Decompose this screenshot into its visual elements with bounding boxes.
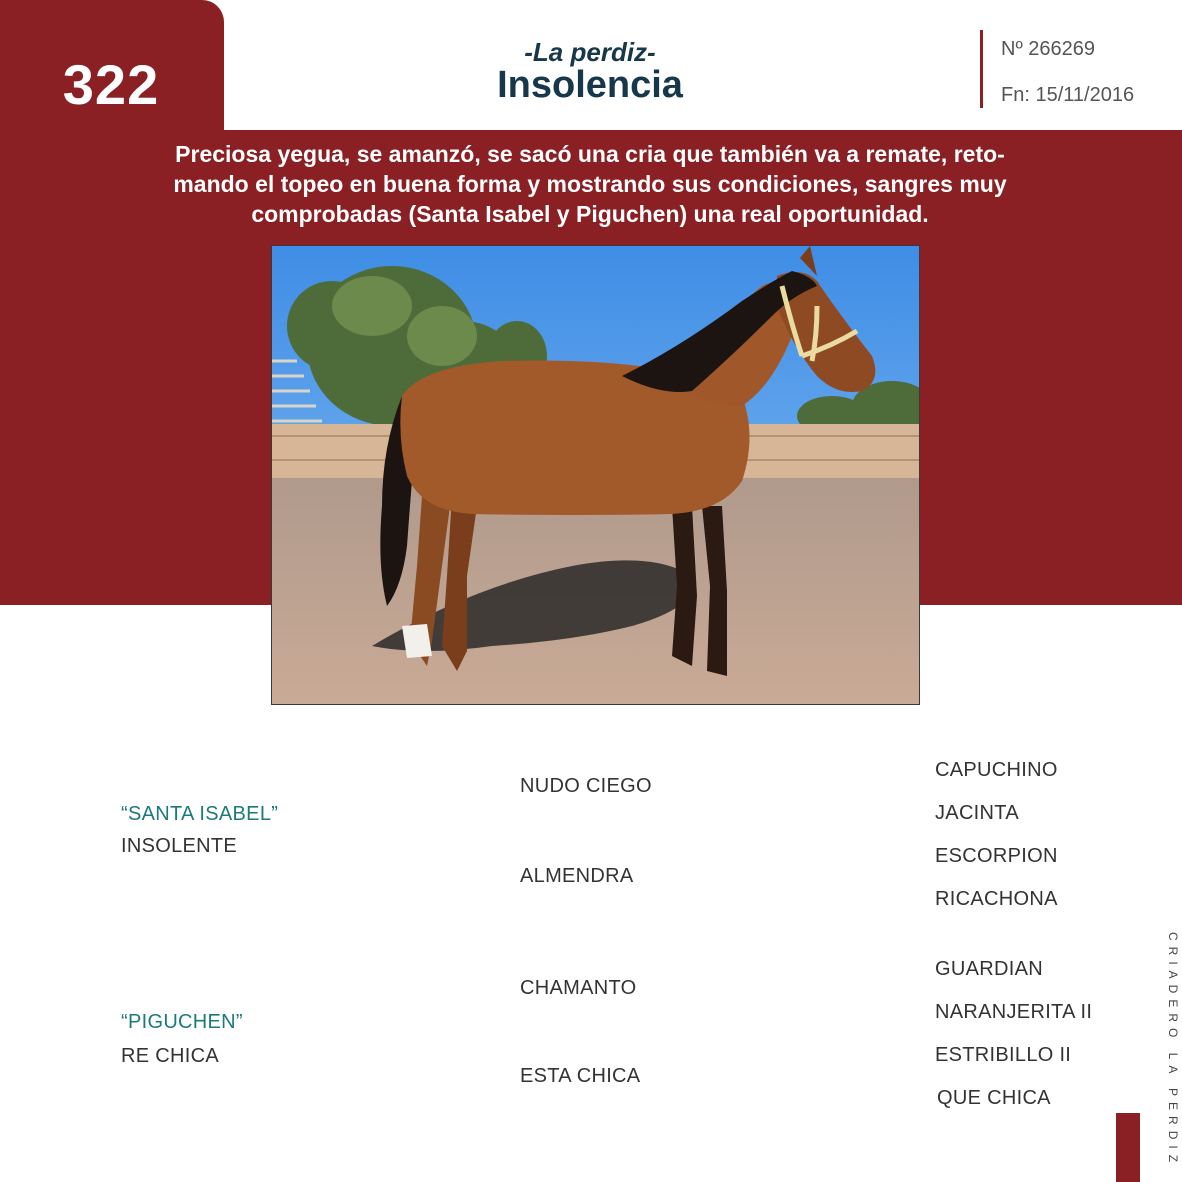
- dam-name: RE CHICA: [121, 1045, 219, 1067]
- horse-photo: [271, 245, 920, 705]
- sire-breeder: “SANTA ISABEL”: [121, 803, 279, 825]
- dam-breeder: “PIGUCHEN”: [121, 1011, 243, 1033]
- divider: [980, 30, 983, 108]
- great-grandparent: GUARDIAN: [935, 958, 1043, 980]
- description-line: Preciosa yegua, se amanzó, se sacó una cria que también va a remate, reto-: [175, 141, 1005, 167]
- registration-number: Nº 266269: [1001, 38, 1096, 60]
- description: [150, 139, 1030, 229]
- great-grandparent: NARANJERITA II: [935, 1001, 1093, 1023]
- brand-vertical: [1136, 932, 1182, 1172]
- breeder-name: -La perdiz-: [524, 37, 656, 67]
- grandparent: ALMENDRA: [520, 865, 634, 887]
- sire-name: INSOLENTE: [121, 835, 238, 857]
- birth-date: Fn: 15/11/2016: [1001, 84, 1135, 106]
- great-grandparent: CAPUCHINO: [935, 759, 1058, 781]
- lot-number: 322: [62, 53, 160, 116]
- great-grandparent: QUE CHICA: [937, 1087, 1051, 1109]
- description-line: comprobadas (Santa Isabel y Piguchen) una real oportunidad.: [251, 201, 929, 227]
- corner-bar: [1116, 1113, 1140, 1182]
- great-grandparent: ESTRIBILLO II: [935, 1044, 1072, 1066]
- grandparent: CHAMANTO: [520, 977, 637, 999]
- grandparent: NUDO CIEGO: [520, 775, 652, 797]
- great-grandparent: JACINTA: [935, 802, 1019, 824]
- great-grandparent: RICACHONA: [935, 888, 1058, 910]
- horse-name: Insolencia: [497, 64, 683, 106]
- brand-label: CRIADERO LA PERDIZ: [1166, 932, 1180, 1169]
- great-grandparent: ESCORPION: [935, 845, 1058, 867]
- description-line: mando el topeo en buena forma y mostrando sus condiciones, sangres muy: [173, 171, 1007, 197]
- grandparent: ESTA CHICA: [520, 1065, 641, 1087]
